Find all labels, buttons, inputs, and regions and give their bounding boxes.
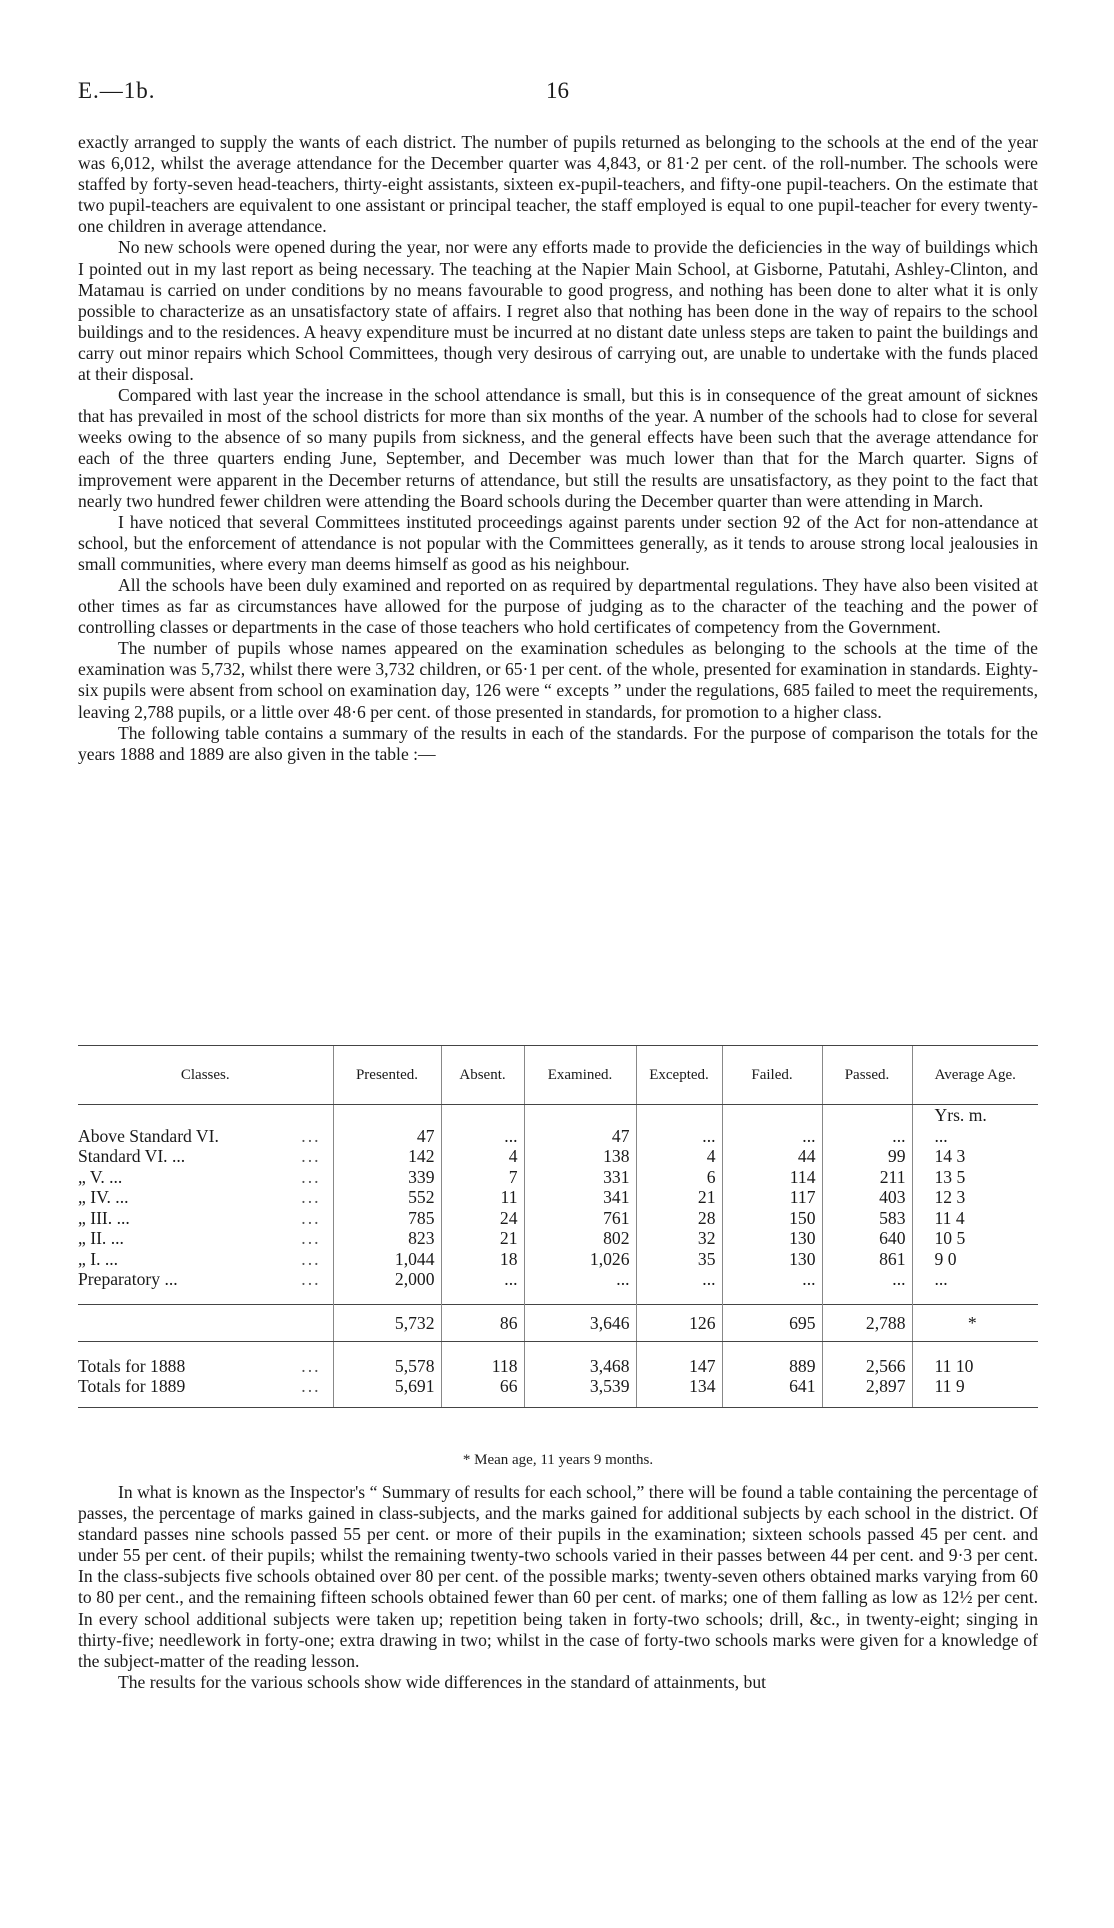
paragraph: In what is known as the Inspector's “ Summary of results for each school,” there will be found a table containing the percentage of passes, the percentage of marks gained in class-subjects, and the marks gained for additional subjects by each school in the district. Of standard passes nine schools passed 55 per cent. or more of their pupils in the examination; sixteen schools passed 45 per cent. and under 55 per cent. of their pupils; whilst the remaining twenty-two schools varied in their passes between 44 per cent. and 9·3 per cent. In the class-subjects five schools obtained over 80 per cent. of the possible marks; twenty-seven others obtained marks varying from 60 to 80 per cent., and the remaining fifteen schools obtained fewer than 60 per cent. of marks; one of them falling as low as 12½ per cent. In every school additional subjects were taken up; repetition being taken in forty-two schools; drill, &c., in twenty-eight; singing in thirty-five; needlework in forty-one; extra drawing in two; whilst in the case of forty-two schools marks were given for a knowledge of the subject-matter of the reading lesson. bbox=[78, 1482, 1038, 1671]
table-row: „ V. ... ... 339 7 331 6 114 211 13 5 bbox=[78, 1167, 1038, 1188]
table-header-row bbox=[78, 1046, 1038, 1105]
table-row: Standard VI. ... ... 142 4 138 4 44 99 14 3 bbox=[78, 1146, 1038, 1167]
paragraph: The number of pupils whose names appeared on the examination schedules as belonging to the schools at the time of the examination was 5,732, whilst there were 3,732 children, or 65·1 per cent. of the whole, presented for examination in standards. Eighty-six pupils were absent from school on examination day, 126 were “ excepts ” under the regulations, 685 failed to meet the requirements, leaving 2,788 pupils, or a little over 48·6 per cent. of those presented in standards, for promotion to a higher class. bbox=[78, 638, 1038, 722]
col-header: Passed. bbox=[822, 1046, 912, 1105]
col-header: Classes. bbox=[78, 1046, 333, 1105]
col-header: Examined. bbox=[524, 1046, 636, 1105]
series-code: E.—1b. bbox=[78, 78, 156, 103]
table-row: Preparatory ... ... 2,000 ... ... ... ... ... ... bbox=[78, 1269, 1038, 1290]
paragraph: Compared with last year the increase in the school attendance is small, but this is in consequence of the great amount of sicknes that has prevailed in most of the school districts for more than six months of the year. A number of the schools had to close for several weeks owing to the absence of so many pupils from sickness, and the general effects have been such that the average attendance for each of the three quarters ending June, September, and December was much lower than that for the March quarter. Signs of improvement were apparent in the December returns of attendance, but still the results are unsatisfactory, as they point to the fact that nearly two hundred fewer children were attending the Board schools during the December quarter than were attending in March. bbox=[78, 385, 1038, 511]
table-row: „ IV. ... ... 552 11 341 21 117 403 12 3 bbox=[78, 1187, 1038, 1208]
table-row: Totals for 1889 ... 5,691 66 3,539 134 641 2,897 11 9 bbox=[78, 1376, 1038, 1397]
col-header: Presented. bbox=[333, 1046, 441, 1105]
closing-text bbox=[78, 1482, 1038, 1693]
col-header: Excepted. bbox=[636, 1046, 722, 1105]
paragraph: The results for the various schools show wide differences in the standard of attainments, but bbox=[118, 1671, 767, 1692]
col-header: Average Age. bbox=[912, 1046, 1038, 1105]
paragraph: exactly arranged to supply the wants of each district. The number of pupils returned as belonging to the schools at the end of the year was 6,012, whilst the average attendance for the December quarter was 4,843, or 81·2 per cent. of the roll-number. The schools were staffed by forty-seven head-teachers, thirty-eight assistants, sixteen ex-pupil-teachers, and fifty-one pupil-teachers. On the estimate that two pupil-teachers are equivalent to one assistant or principal teacher, the staff employed is equal to one pupil-teacher for every twenty-one children in average attendance. bbox=[78, 132, 1038, 237]
results-table bbox=[78, 1045, 1038, 1408]
paragraph: The following table contains a summary of the results in each of the standards. For the purpose of comparison the totals for the years 1888 and 1889 are also given in the table :— bbox=[78, 722, 1038, 764]
table-row: „ III. ... ... 785 24 761 28 150 583 11 4 bbox=[78, 1208, 1038, 1229]
table-row: „ II. ... ... 823 21 802 32 130 640 10 5 bbox=[78, 1228, 1038, 1249]
paragraph: All the schools have been duly examined and reported on as required by departmental regulations. They have also been visited at other times as far as circumstances have allowed for the purpose of judging as to the character of the teaching and the power of controlling classes or departments in the case of those teachers who hold certificates of competency from the Government. bbox=[78, 574, 1038, 638]
paragraph: I have noticed that several Committees instituted proceedings against parents under section 92 of the Act for non-attendance at school, but the enforcement of attendance is not popular with the Committees generally, as it tends to arouse strong local jealousies in small communities, where every man deems himself as good as his neighbour. bbox=[78, 511, 1038, 574]
col-header: Failed. bbox=[722, 1046, 822, 1105]
page-header bbox=[78, 78, 1038, 108]
table-footnote: * Mean age, 11 years 9 months. bbox=[462, 1452, 654, 1468]
table-row: Above Standard VI. ... 47 ... 47 ... ... ... ... bbox=[78, 1126, 1038, 1147]
table-row: „ I. ... ... 1,044 18 1,026 35 130 861 9 0 bbox=[78, 1249, 1038, 1270]
total-row: 5,732 86 3,646 126 695 2,788 * bbox=[78, 1304, 1038, 1341]
page-number: 16 bbox=[546, 78, 569, 103]
table-row: Totals for 1888 ... 5,578 118 3,468 147 889 2,566 11 10 bbox=[78, 1356, 1038, 1377]
age-units: Yrs. m. bbox=[912, 1105, 1038, 1126]
col-header: Absent. bbox=[441, 1046, 524, 1105]
intro-text bbox=[78, 132, 1038, 765]
paragraph: No new schools were opened during the year, nor were any efforts made to provide the deficiencies in the way of buildings which I pointed out in my last report as being necessary. The teaching at the Napier Main School, at Gisborne, Patutahi, Ashley-Clinton, and Matamau is carried on under conditions by no means favourable to good progress, and nothing has been done to alter what it is only possible to characterize as an unsatisfactory state of affairs. I regret also that nothing has been done in the way of repairs to the school buildings and to the residences. A heavy expenditure must be incurred at no distant date unless steps are taken to paint the buildings and carry out minor repairs which School Committees, though very desirous of carrying out, are unable to undertake with the funds placed at their disposal. bbox=[78, 237, 1038, 385]
